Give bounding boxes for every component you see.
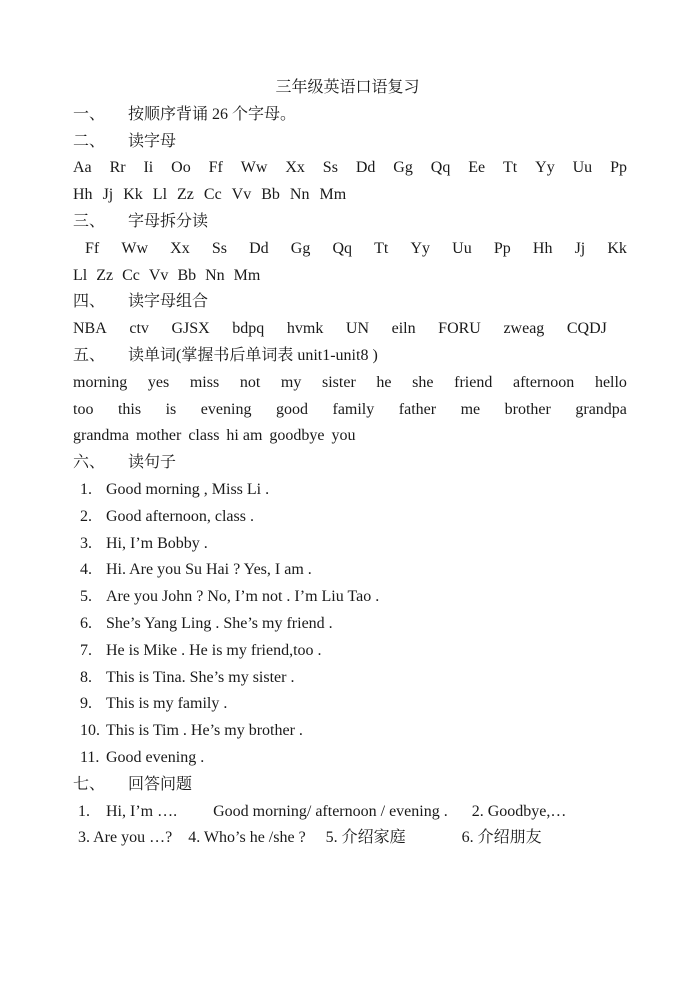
word-token: Tt (374, 239, 389, 257)
sentence-item (73, 691, 627, 718)
word-token: Pp (610, 159, 627, 177)
word-token: bdpq (232, 320, 265, 338)
sentence-number: 4. (80, 561, 92, 579)
word-token: eiln (391, 320, 416, 338)
word-token: Dd (355, 159, 376, 177)
word-token: Pp (493, 239, 511, 257)
sentence-item (73, 557, 627, 584)
word-token: Aa (73, 159, 92, 177)
word-token: FORU (438, 320, 481, 338)
word-token: not (239, 373, 261, 391)
word-token: Xx (285, 159, 305, 177)
section-1-heading (73, 102, 627, 129)
section-6-title: 读句子 (128, 454, 177, 472)
sentence-number: 6. (80, 614, 92, 632)
word-token: Ww (240, 159, 268, 177)
word-token: is (165, 400, 177, 418)
sentence-text: Good evening . (106, 748, 205, 766)
word-token: Cc (122, 266, 140, 284)
word-token: Rr (109, 159, 126, 177)
word-token: me (460, 400, 481, 418)
word-token: Mm (319, 186, 347, 204)
word-token: Kk (123, 186, 143, 204)
word-token: hi am (226, 427, 263, 445)
section-2-number: 二、 (73, 132, 106, 150)
qa-row-1: 1. Hi, I’m …. Good morning/ afternoon / evening . 2. Goodbye,… (78, 802, 567, 820)
sentence-text: Good afternoon, class . (106, 507, 254, 525)
word-token: Kk (607, 239, 627, 257)
word-token: she (412, 373, 434, 391)
word-token: zweag (503, 320, 545, 338)
word-token: Ff (208, 159, 223, 177)
word-token: Ss (211, 239, 227, 257)
word-token: Oo (171, 159, 191, 177)
word-token: Ii (143, 159, 154, 177)
word-token: CQDJ (566, 320, 607, 338)
word-token: family (332, 400, 375, 418)
sentence-item (73, 531, 627, 558)
word-token: Jj (102, 186, 114, 204)
sentence-number: 9. (80, 695, 92, 713)
letter-combos-row (73, 316, 627, 343)
word-token: Vv (231, 186, 252, 204)
sentence-number: 2. (80, 507, 92, 525)
qa-row-2: 3. Are you …? 4. Who’s he /she ? 5. 介绍家庭 6. 介绍朋友 (78, 829, 542, 847)
word-token: you (331, 427, 356, 445)
section-2-heading (73, 129, 627, 156)
word-token: Qq (430, 159, 451, 177)
word-token: afternoon (512, 373, 575, 391)
word-token: friend (454, 373, 493, 391)
section-6-number: 六、 (73, 454, 106, 472)
split-letters-row-2 (73, 263, 627, 290)
word-token: hvmk (286, 320, 324, 338)
sentence-number: 1. (80, 480, 92, 498)
section-3-heading (73, 209, 627, 236)
sentence-number: 7. (80, 641, 92, 659)
word-token: too (73, 400, 94, 418)
word-token: Ll (73, 266, 88, 284)
sentence-item (73, 504, 627, 531)
sentence-item (73, 718, 627, 745)
word-token: miss (189, 373, 220, 391)
word-token: Ll (152, 186, 168, 204)
word-token: good (275, 400, 308, 418)
word-token: GJSX (171, 320, 210, 338)
sentence-item (73, 665, 627, 692)
letters-row-1 (73, 155, 627, 182)
word-token: Uu (572, 159, 593, 177)
section-1-title: 按顺序背诵 26 个字母。 (128, 105, 297, 123)
word-token: morning (73, 373, 128, 391)
sentence-text: Hi. Are you Su Hai ? Yes, I am . (106, 561, 312, 579)
words-row-1 (73, 370, 627, 397)
word-token: Xx (170, 239, 190, 257)
word-token: hello (594, 373, 627, 391)
words-row-2 (73, 397, 627, 424)
word-token: Zz (96, 266, 114, 284)
section-1-number: 一、 (73, 105, 106, 123)
sentence-text: This is my family . (106, 695, 228, 713)
word-token: Tt (503, 159, 518, 177)
word-token: Cc (203, 186, 222, 204)
sentence-number: 5. (80, 588, 92, 606)
word-token: Vv (148, 266, 169, 284)
sentence-item (73, 745, 627, 772)
word-token: Dd (249, 239, 269, 257)
split-letters-row-1 (73, 236, 627, 263)
word-token: grandpa (575, 400, 627, 418)
section-5-heading (73, 343, 627, 370)
word-token: Yy (535, 159, 555, 177)
section-7-title: 回答问题 (128, 775, 193, 793)
sentence-text: This is Tina. She’s my sister . (106, 668, 295, 686)
word-token: NBA (73, 320, 107, 338)
word-token: Hh (532, 239, 553, 257)
word-token: Ss (322, 159, 338, 177)
word-token: Gg (393, 159, 413, 177)
section-5-title: 读单词(掌握书后单词表 unit1-unit8 ) (128, 346, 378, 364)
section-7-heading (73, 772, 627, 799)
words-row-3 (73, 423, 627, 450)
word-token: Ee (468, 159, 486, 177)
section-4-number: 四、 (73, 293, 106, 311)
word-token: class (188, 427, 220, 445)
word-token: Bb (177, 266, 197, 284)
word-token: Gg (290, 239, 311, 257)
word-token: Ff (85, 239, 100, 257)
sentence-number: 3. (80, 534, 92, 552)
word-token: Zz (177, 186, 194, 204)
letters-row-2 (73, 182, 627, 209)
sentence-item (73, 611, 627, 638)
section-7-number: 七、 (73, 775, 106, 793)
word-token: my (280, 373, 302, 391)
sentence-text: He is Mike . He is my friend,too . (106, 641, 322, 659)
word-token: Qq (332, 239, 353, 257)
word-token: UN (345, 320, 370, 338)
section-4-heading (73, 289, 627, 316)
sentence-number: 11. (80, 748, 100, 766)
word-token: yes (147, 373, 170, 391)
word-token: father (398, 400, 437, 418)
section-3-title: 字母拆分读 (128, 212, 209, 230)
word-token: Bb (261, 186, 280, 204)
word-token: goodbye (269, 427, 325, 445)
word-token: he (376, 373, 392, 391)
sentence-text: Are you John ? No, I’m not . I’m Liu Tao . (106, 588, 380, 606)
sentence-text: Good morning , Miss Li . (106, 480, 270, 498)
word-token: Nn (289, 186, 310, 204)
document-title: 三年级英语口语复习 (275, 79, 420, 96)
word-token: brother (504, 400, 551, 418)
word-token: Yy (410, 239, 431, 257)
word-token: Nn (205, 266, 225, 284)
word-token: grandma (73, 427, 129, 445)
sentence-number: 10. (80, 722, 100, 740)
sentence-number: 8. (80, 668, 92, 686)
section-2-title: 读字母 (128, 132, 177, 150)
word-token: sister (322, 373, 356, 391)
word-token: Uu (452, 239, 472, 257)
sentence-text: She’s Yang Ling . She’s my friend . (106, 614, 333, 632)
section-4-title: 读字母组合 (128, 293, 209, 311)
word-token: Hh (73, 186, 93, 204)
word-token: mother (135, 427, 182, 445)
section-5-number: 五、 (73, 346, 106, 364)
word-token: Ww (121, 239, 149, 257)
section-6-heading (73, 450, 627, 477)
sentence-item (73, 584, 627, 611)
sentence-item (73, 638, 627, 665)
sentence-text: This is Tim . He’s my brother . (106, 722, 303, 740)
word-token: Jj (574, 239, 586, 257)
word-token: evening (200, 400, 252, 418)
sentence-text: Hi, I’m Bobby . (106, 534, 208, 552)
sentence-item (73, 477, 627, 504)
word-token: this (117, 400, 142, 418)
word-token: Mm (233, 266, 261, 284)
word-token: ctv (129, 320, 149, 338)
section-3-number: 三、 (73, 212, 106, 230)
